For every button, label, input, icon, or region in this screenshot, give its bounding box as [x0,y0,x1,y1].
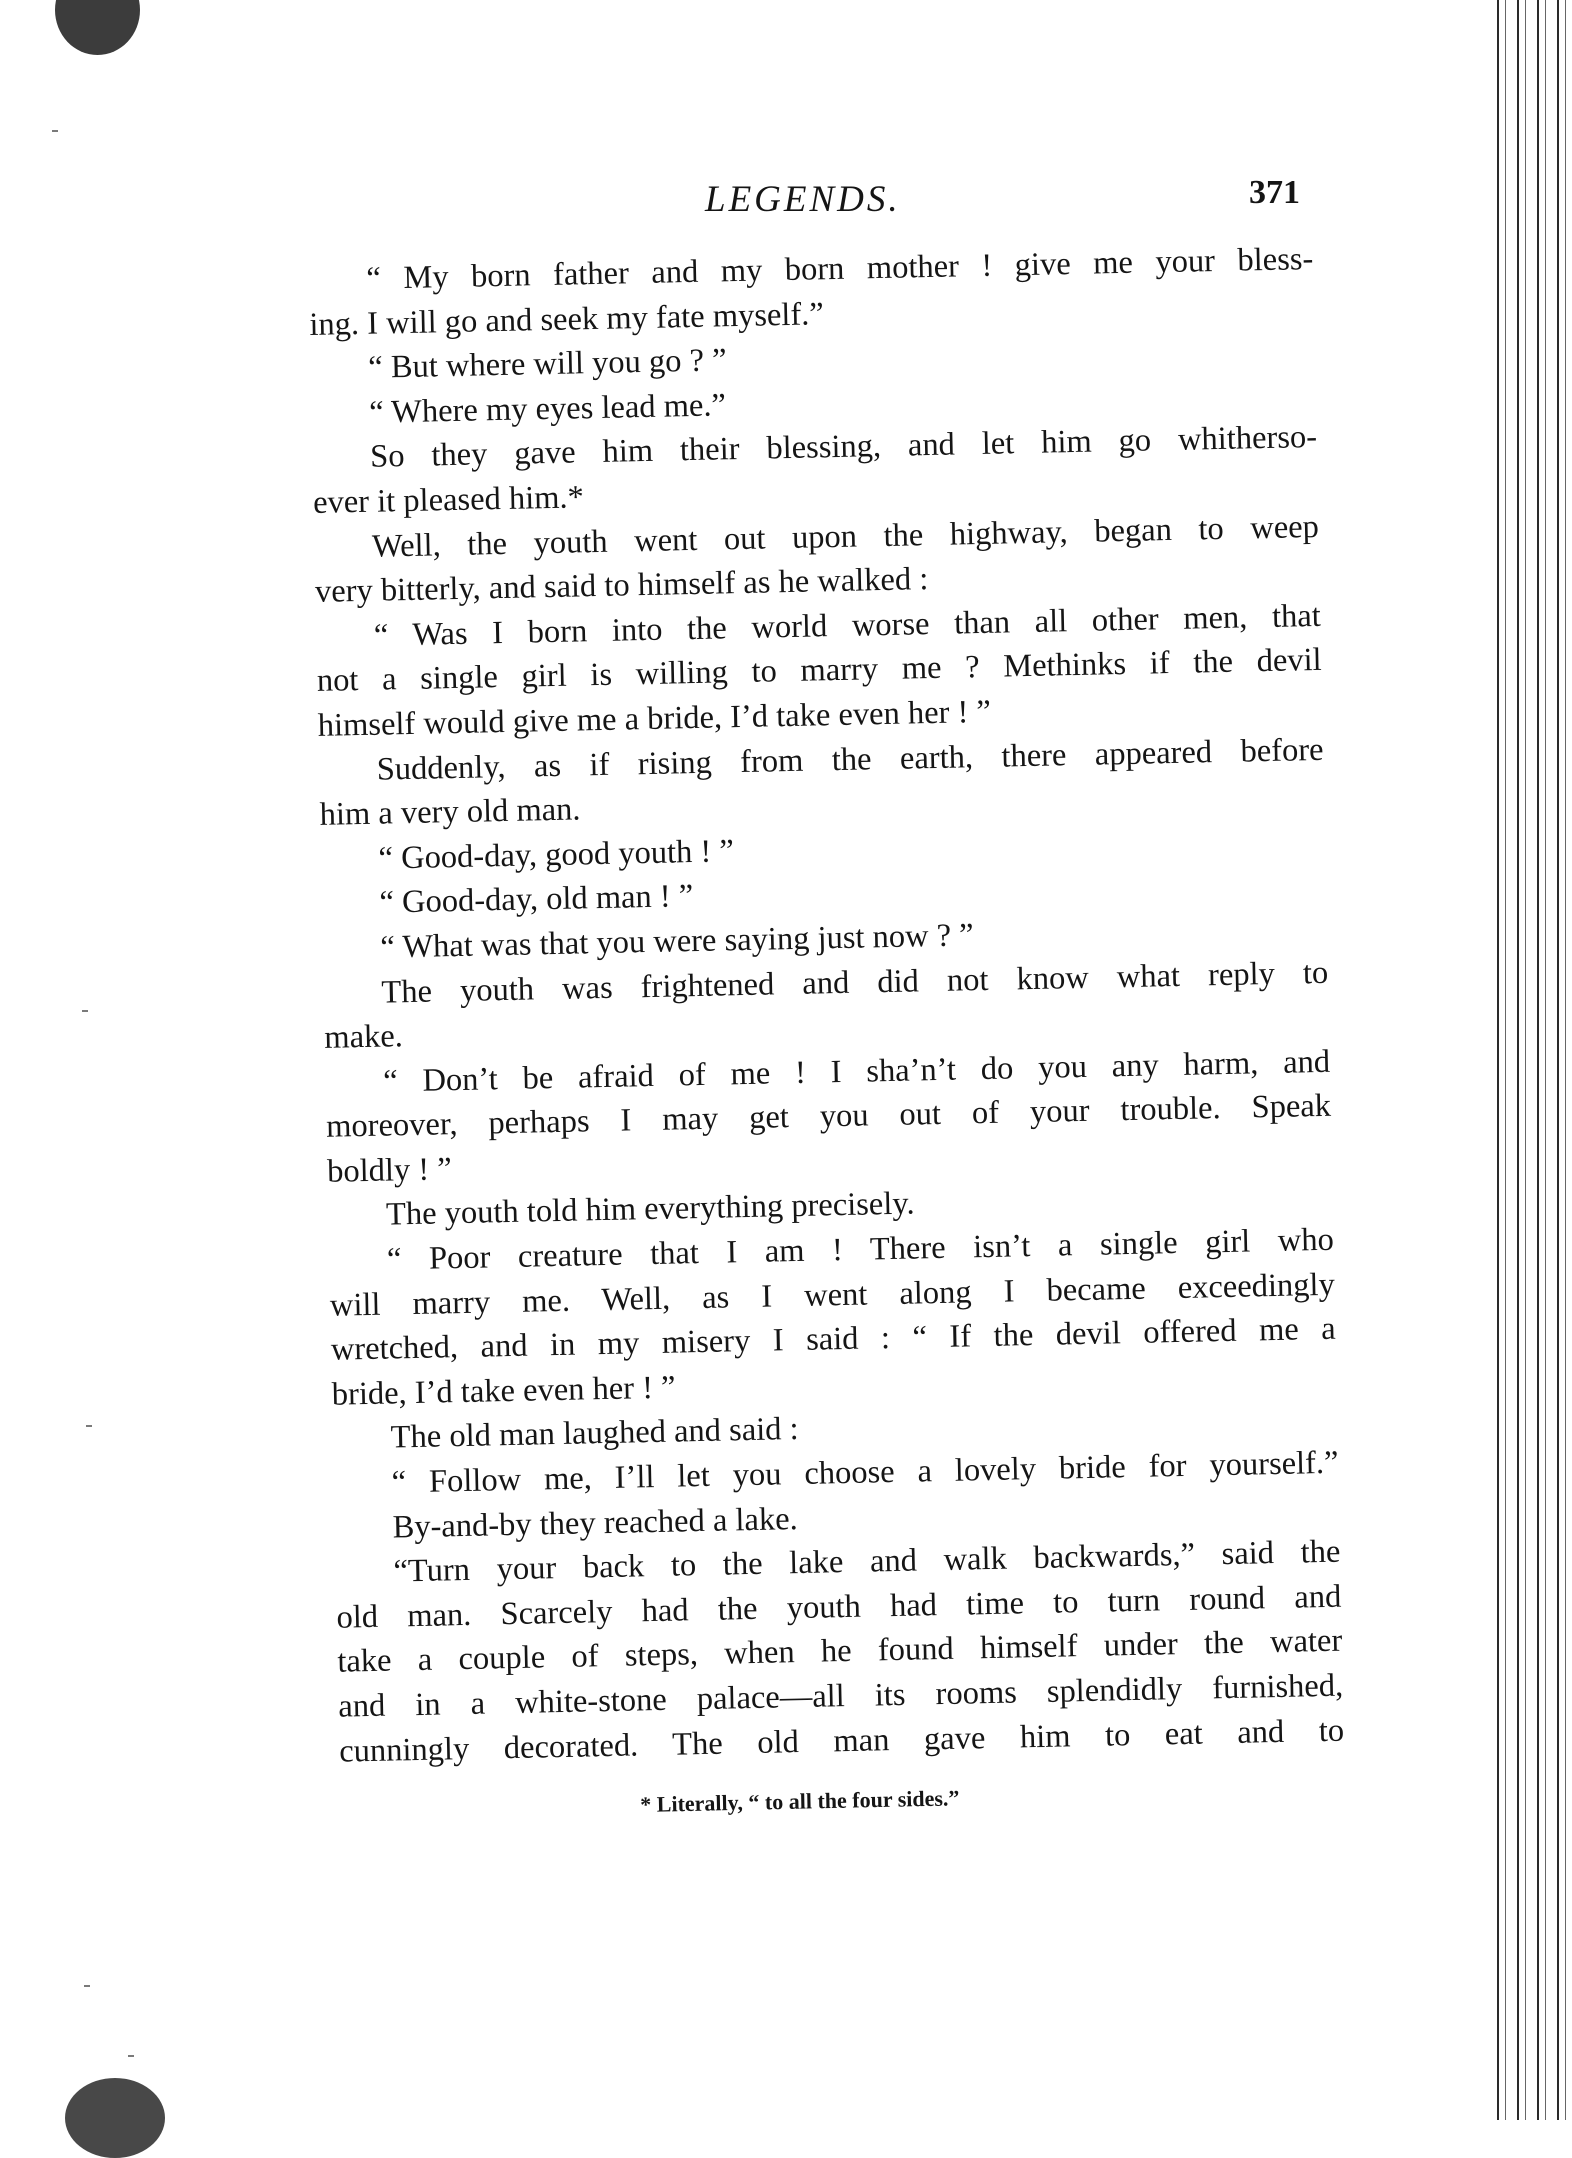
text-line: “ Where my eyes lead me.” [368,387,727,431]
text-line: The youth was frightened and did not know what reply to [381,954,1329,1011]
text-line: “ My born father and my born mother ! give me your bless- [366,240,1314,297]
page-number: 371 [1249,174,1300,211]
text-line: take a couple of steps, when he found himself under the water [337,1623,1343,1681]
scan-speck [128,2055,134,2057]
text-line: Well, the youth went out upon the highway, began to weep [371,508,1320,565]
text-line: bride, I’d take even her ! ” [331,1369,676,1413]
text-line: “ Poor creature that I am ! There isn’t a single girl who [386,1221,1335,1278]
scan-speck [86,1425,92,1427]
text-line: The old man laughed and said : [390,1411,799,1456]
text-line: By-and-by they reached a lake. [392,1500,799,1546]
text-line: him a very old man. [319,791,581,833]
scan-speck [52,130,58,132]
text-line: So they gave him their blessing, and let him go whitherso- [369,419,1318,476]
text-line: “ Was I born into the world worse than all other men, that [373,597,1322,654]
text-line: “ Don’t be afraid of me ! I sha’n’t do you any harm, and [382,1043,1331,1100]
scan-speck [84,1985,90,1987]
text-line: “ Good-day, good youth ! ” [378,832,735,877]
text-line: very bitterly, and said to himself as he walked : [314,561,929,611]
body-text [308,237,1345,1774]
text-line: “ Follow me, I’ll let you choose a lovely bride for yourself.” [391,1444,1339,1501]
text-line: The youth told him everything precisely. [385,1185,915,1234]
text-line: Suddenly, as if rising from the earth, there appeared before [376,731,1324,788]
text-line: make. [323,1018,404,1056]
text-line: ever it pleased him.* [312,479,585,521]
text-line: not a single girl is willing to marry me ? Methinks if the devil [316,642,1323,700]
text-line: and in a white-stone palace—all its rooms splendidly furnished, [337,1667,1344,1725]
scan-smudge-top [55,0,140,55]
text-line: will marry me. Well, as I went along I became exceedingly [329,1266,1336,1324]
text-line: “ What was that you were saying just now ? ” [380,917,974,966]
text-line: himself would give me a bride, I’d take even her ! ” [317,693,992,744]
scan-smudge-bottom [65,2078,165,2158]
scan-speck [82,1010,88,1012]
text-line: old man. Scarcely had the youth had time to turn round and [336,1578,1342,1636]
book-spine-edge [1492,0,1572,2120]
text-line: boldly ! ” [326,1151,453,1190]
text-line: “ But where will you go ? ” [367,342,727,386]
text-line: moreover, perhaps I may get you out of your trouble. Speak [325,1088,1332,1146]
running-title: LEGENDS. [705,179,901,220]
text-line: “Turn your back to the lake and walk backwards,” said the [393,1533,1341,1590]
text-line: cunningly decorated. The old man gave him to eat and to [338,1712,1345,1770]
page-header [300,174,1300,238]
text-line: wretched, and in my misery I said : “ If the devil offered me a [330,1310,1337,1369]
text-line: “ Good-day, old man ! ” [379,878,694,921]
text-line: ing. I will go and seek my fate myself.” [309,295,825,343]
footnote: * Literally, “ to all the four sides.” [640,1785,960,1817]
